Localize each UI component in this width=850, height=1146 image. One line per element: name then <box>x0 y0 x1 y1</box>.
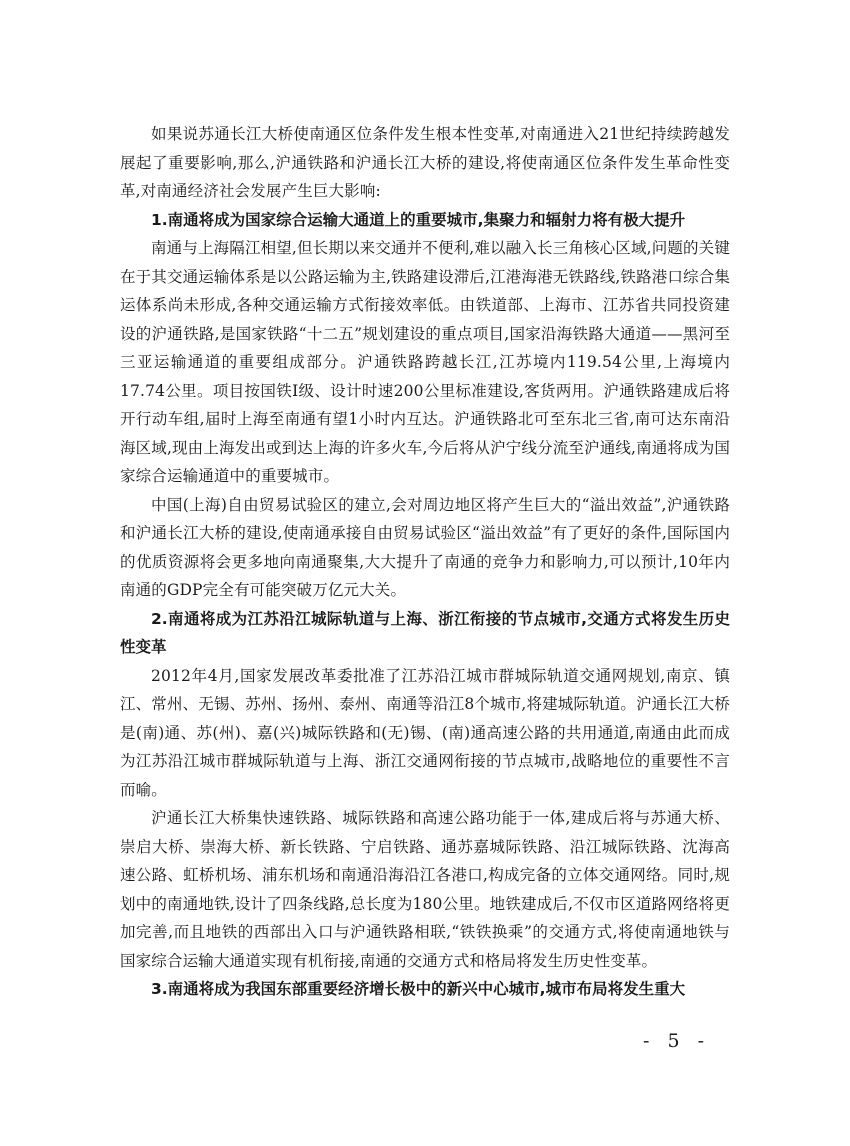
paragraph-transport: 南通与上海隔江相望,但长期以来交通并不便利,难以融入长三角核心区域,问题的关键在于其交通运输体系是以公路运输为主,铁路建设滞后,江港海港无铁路线,铁路港口综合集运体系尚未形成,各种交通运输方式衔接效率低。由铁道部、上海市、江苏省共同投资建设的沪通铁路,是国家铁路“十二五”规划建设的重点项目,国家沿海铁路大通道——黑河至三亚运输通道的重要组成部分。沪通铁路跨越长江,江苏境内119.54公里,上海境内17.74公里。项目按国铁Ⅰ级、设计时速200公里标准建设,客货两用。沪通铁路建成后将开行动车组,届时上海至南通有望1小时内互达。沪通铁路北可至东北三省,南可达东南沿海区域,现由上海发出或到达上海的许多火车,今后将从沪宁线分流至沪通线,南通将成为国家综合运输通道中的重要城市。 <box>120 239 730 485</box>
paragraph-bridge-network: 沪通长江大桥集快速铁路、城际铁路和高速公路功能于一体,建成后将与苏通大桥、崇启大桥、崇海大桥、新长铁路、宁启铁路、通苏嘉城际铁路、沿江城际铁路、沈海高速公路、虹桥机场、浦东机场和南通沿海沿江各港口,构成完备的立体交通网络。同时,规划中的南通地铁,设计了四条线路,总长度为180公里。地铁建成后,不仅市区道路网络将更加完善,而且地铁的西部出入口与沪通铁路相联,“铁铁换乘”的交通方式,将使南通地铁与国家综合运输大通道实现有机衔接,南通的交通方式和格局将发生历史性变革。 <box>120 809 730 970</box>
page-number: - 5 - <box>642 1030 710 1052</box>
section-heading-1: 1.南通将成为国家综合运输大通道上的重要城市,集聚力和辐射力将有极大提升 <box>151 210 686 229</box>
section-heading-2: 2.南通将成为江苏沿江城际轨道与上海、浙江衔接的节点城市,交通方式将发生历史性变革 <box>120 609 730 656</box>
paragraph-intercity-rail: 2012年4月,国家发展改革委批准了江苏沿江城市群城际轨道交通网规划,南京、镇江、常州、无锡、苏州、扬州、泰州、南通等沿江8个城市,将建城际轨道。沪通长江大桥是(南)通、苏(州)、嘉(兴)城际铁路和(无)锡、(南)通高速公路的共用通道,南通由此而成为江苏沿江城市群城际轨道与上海、浙江交通网衔接的节点城市,战略地位的重要性不言而喻。 <box>120 666 730 799</box>
section-heading-3: 3.南通将成为我国东部重要经济增长极中的新兴中心城市,城市布局将发生重大 <box>151 980 686 998</box>
paragraph-free-trade-zone: 中国(上海)自由贸易试验区的建立,会对周边地区将产生巨大的“溢出效益”,沪通铁路和沪通长江大桥的建设,使南通承接自由贸易试验区“溢出效益”有了更好的条件,国际国内的优质资源将会更多地向南通聚集,大大提升了南通的竞争力和影响力,可以预计,10年内南通的GDP完全有可能突破万亿元大关。 <box>120 495 730 599</box>
document-body <box>120 120 730 1004</box>
paragraph-intro: 如果说苏通长江大桥使南通区位条件发生根本性变革,对南通进入21世纪持续跨越发展起了重要影响,那么,沪通铁路和沪通长江大桥的建设,将使南通区位条件发生革命性变革,对南通经济社会发展产生巨大影响: <box>120 125 730 200</box>
